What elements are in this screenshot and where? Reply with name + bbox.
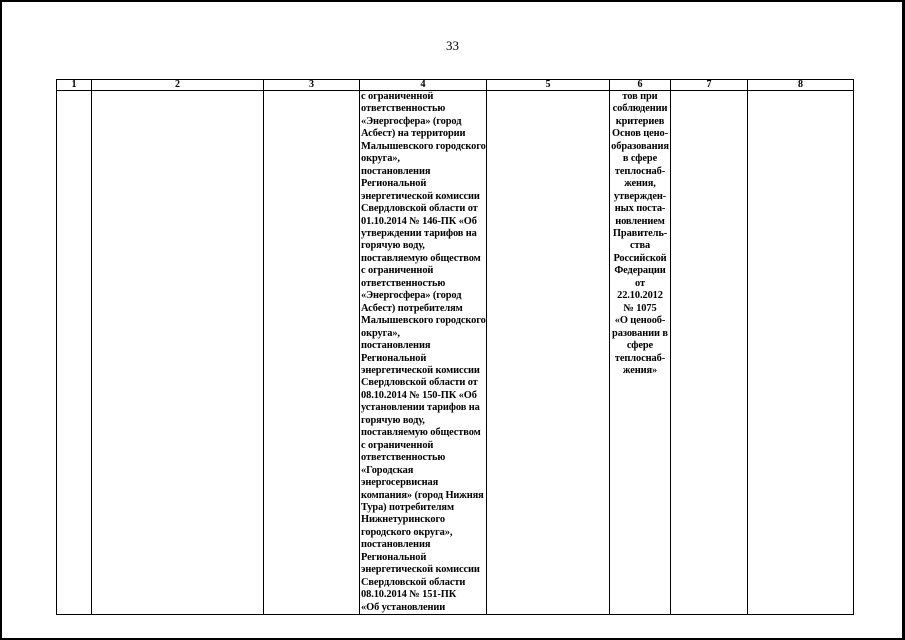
table-cell-col5 — [487, 91, 610, 615]
column-header: 2 — [92, 80, 264, 91]
table-cell-col6-criteria-text: тов при соблюдении критериев Основ цено- образования в сфере теплоснаб- жения, утвержден- ных поста- новлением Правитель- ства Российской Федерации от 22.10.2012 № 1075 «О ценооб- разовании в сфере теплоснаб- жения» — [610, 91, 671, 615]
column-header: 7 — [671, 80, 748, 91]
table-cell-col8 — [748, 91, 854, 615]
scan-border-top — [0, 0, 905, 2]
column-header: 1 — [57, 80, 92, 91]
table-cell-col4-regulations-text: с ограниченной ответственностью «Энергосфера» (город Асбест) на территории Малышевского городского округа», постановления Региональной энергетической комиссии Свердловской области от 01.10.2014 № 146-ПК «Об утверждении тарифов на горячую воду, поставляемую обществом с ограниченной ответственностью «Энергосфера» (город Асбест) потребителям Малышевского городского округа», постановления Региональной энергетической комиссии Свердловской области от 08.10.2014 № 150-ПК «Об установлении тарифов на горячую воду, поставляемую обществом с ограниченной ответственностью «Городская энергосервисная компания» (город Нижняя Тура) потребителям Нижнетуринского городского округа», постановления Региональной энергетической комиссии Свердловской области 08.10.2014 № 151-ПК «Об установлении — [361, 91, 486, 613]
document-table — [56, 79, 854, 615]
column-header: 5 — [487, 80, 610, 91]
column-header: 3 — [264, 80, 360, 91]
table-cell-col1 — [57, 91, 92, 615]
table-cell-col7 — [671, 91, 748, 615]
scan-border-left — [0, 0, 2, 640]
column-header: 8 — [748, 80, 854, 91]
page-number: 33 — [446, 38, 459, 53]
column-header: 6 — [610, 80, 671, 91]
column-header: 4 — [360, 80, 487, 91]
table-cell-col2 — [92, 91, 264, 615]
table-row — [57, 91, 854, 615]
table-cell-col3 — [264, 91, 360, 615]
table-header-row — [57, 80, 854, 91]
